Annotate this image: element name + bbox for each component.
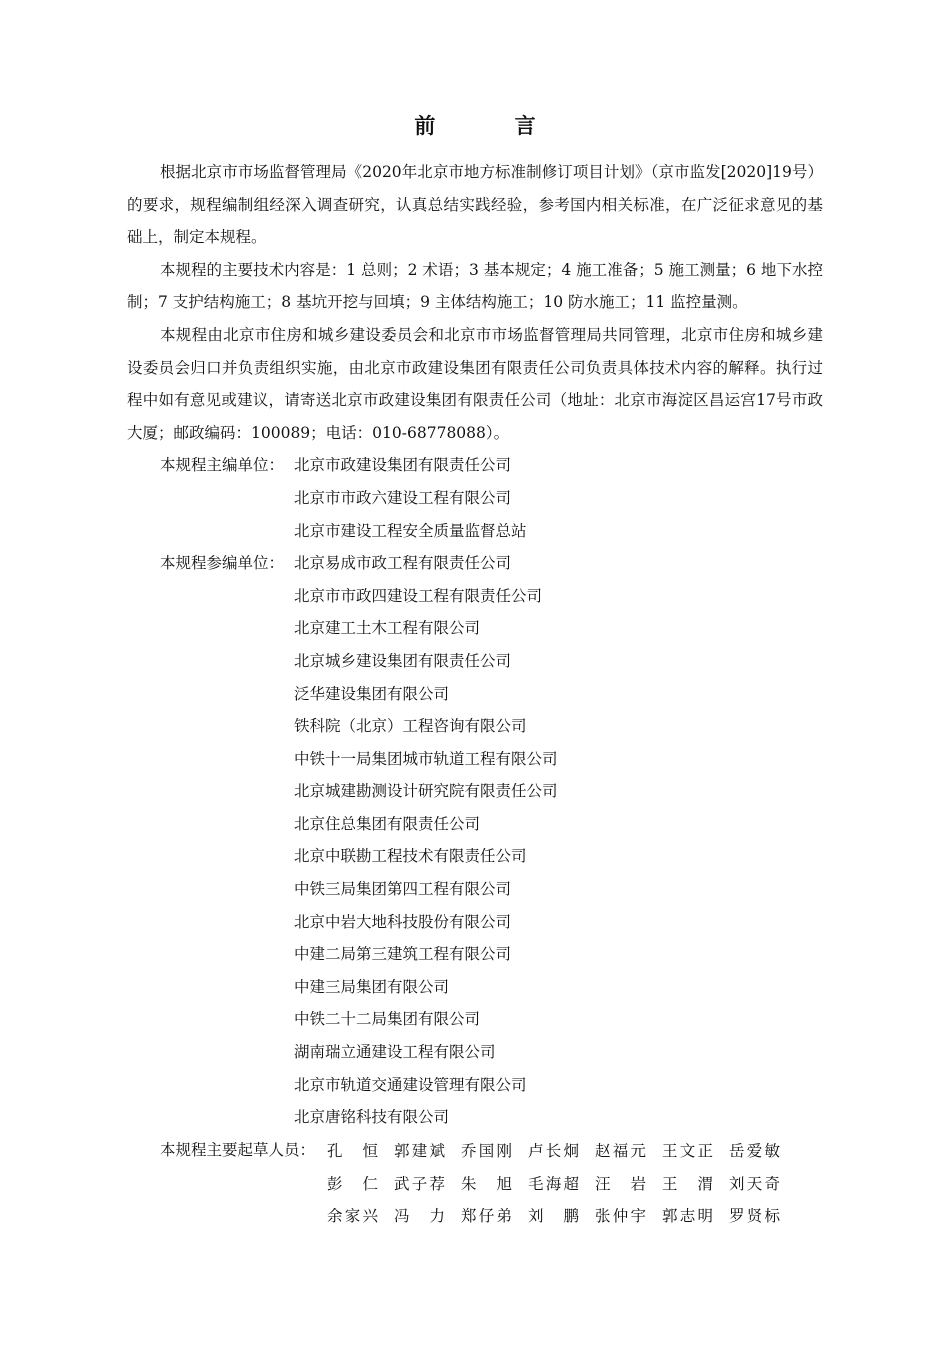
unit-name: 北京市建设工程安全质量监督总站 [294,521,527,540]
list-item [127,906,823,939]
list-item [127,645,823,678]
drafter-name: 卢长炯 [528,1142,579,1161]
unit-name: 泛华建设集团有限公司 [294,684,450,703]
unit-name: 北京中岩大地科技股份有限公司 [294,912,512,931]
list-item [127,775,823,808]
unit-name: 北京易成市政工程有限责任公司 [294,554,512,573]
drafter-name: 武子荐 [394,1174,445,1193]
paragraph-contents: 本规程的主要技术内容是：1 总则；2 术语；3 基本规定；4 施工准备；5 施工测量；6 地下水控制；7 支护结构施工；8 基坑开挖与回填；9 主体结构施工；10 防水施工；11 监控量测。 [127,260,823,312]
paragraph-basis: 根据北京市市场监督管理局《2020年北京市地方标准制修订项目计划》（京市监发[2020]19号）的要求，规程编制组经深入调查研究，认真总结实践经验，参考国内相关标准，在广泛征求意见的基础上，制定本规程。 [127,163,823,247]
unit-name: 北京市政建设集团有限责任公司 [294,456,512,475]
list-item [127,1036,823,1069]
list-item [127,449,823,482]
drafter-name: 孔 恒 [327,1142,378,1161]
list-item [127,873,823,906]
page-title: 前 言 [414,114,572,138]
unit-name: 中建二局第三建筑工程有限公司 [294,945,512,964]
drafter-name: 岳爱敏 [729,1142,780,1161]
drafter-name: 赵福元 [595,1142,646,1161]
list-item [127,710,823,743]
unit-name: 中建三局集团有限公司 [294,977,450,996]
list-item [127,580,823,613]
unit-name: 北京住总集团有限责任公司 [294,814,481,833]
drafters-label: 本规程主要起草人员： [160,1140,316,1159]
drafter-name: 刘天奇 [729,1174,780,1193]
chief-units-list [127,449,823,547]
chief-units-label: 本规程主编单位： [160,456,285,475]
unit-name: 北京市轨道交通建设管理有限公司 [294,1075,527,1094]
document-body [127,156,823,1232]
drafter-name: 罗贤标 [729,1207,780,1226]
unit-name: 铁科院（北京）工程咨询有限公司 [294,717,527,736]
list-item [127,482,823,515]
list-item [127,678,823,711]
list-item [127,1069,823,1102]
drafter-name: 王 渭 [662,1174,713,1193]
list-item [127,743,823,776]
drafters-section [127,1134,823,1232]
unit-name: 北京市市政六建设工程有限公司 [294,488,512,507]
participating-units-label: 本规程参编单位： [160,554,285,573]
unit-name: 中铁三局集团第四工程有限公司 [294,880,512,899]
unit-name: 北京城建勘测设计研究院有限责任公司 [294,782,558,801]
drafter-name: 刘 鹏 [528,1207,579,1226]
list-item [127,938,823,971]
drafter-name: 朱 旭 [461,1174,512,1193]
list-item [127,612,823,645]
list-item [127,840,823,873]
participating-units-list [127,547,823,1134]
list-item [127,808,823,841]
drafter-name: 郭建斌 [394,1142,445,1161]
unit-name: 北京建工土木工程有限公司 [294,619,481,638]
drafter-name: 郑仔弟 [461,1207,512,1226]
list-item [127,515,823,548]
drafter-name: 张仲宇 [595,1207,646,1226]
drafter-name: 冯 力 [394,1207,445,1226]
unit-name: 北京市市政四建设工程有限责任公司 [294,586,543,605]
drafter-name: 毛海超 [528,1174,579,1193]
drafter-name: 彭 仁 [327,1174,378,1193]
drafter-name: 郭志明 [662,1207,713,1226]
unit-name: 北京中联勘工程技术有限责任公司 [294,847,527,866]
list-item [127,1101,823,1134]
list-item [127,971,823,1004]
paragraph-management: 本规程由北京市住房和城乡建设委员会和北京市市场监督管理局共同管理，北京市住房和城乡建设委员会归口并负责组织实施，由北京市政建设集团有限责任公司负责具体技术内容的解释。执行过程中如有意见或建议，请寄送北京市政建设集团有限责任公司（地址：北京市海淀区昌运宫17号市政大厦；邮政编码：100089；电话：010-68778088）。 [127,325,823,442]
unit-name: 北京城乡建设集团有限责任公司 [294,651,512,670]
drafter-name: 乔国刚 [461,1142,512,1161]
drafter-name: 王文正 [662,1142,713,1161]
unit-name: 北京唐铭科技有限公司 [294,1108,450,1127]
drafter-name: 汪 岩 [595,1174,646,1193]
unit-name: 中铁二十二局集团有限公司 [294,1010,481,1029]
drafters-grid [327,1134,823,1232]
unit-name: 中铁十一局集团城市轨道工程有限公司 [294,749,558,768]
unit-name: 湖南瑞立通建设工程有限公司 [294,1043,496,1062]
drafter-name: 余家兴 [327,1207,378,1226]
list-item [127,1003,823,1036]
list-item [127,547,823,580]
